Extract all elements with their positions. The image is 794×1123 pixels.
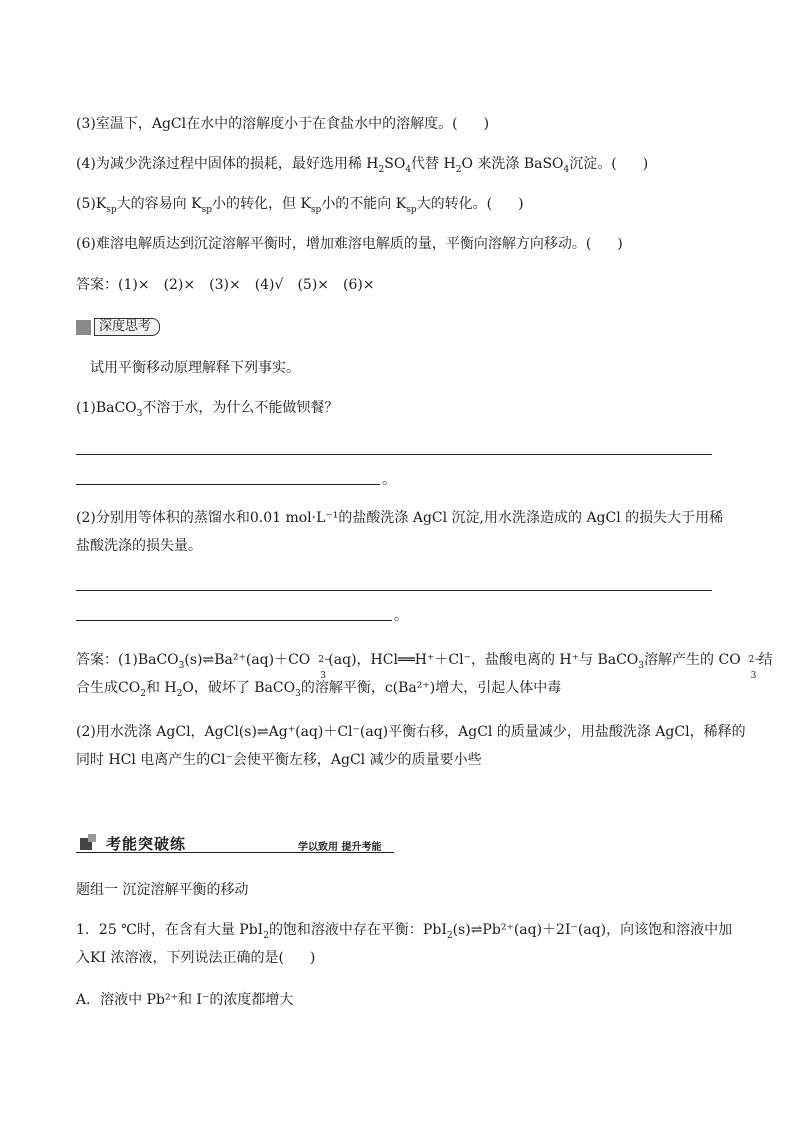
statement-3-text: (3)室温下，AgCl在水中的溶解度小于在食盐水中的溶解度。( <box>76 116 458 132</box>
superscript: 2− <box>748 655 762 665</box>
subscript: 3 <box>320 671 327 681</box>
subscript: 2 <box>446 930 453 941</box>
answer-item: (2)× <box>163 277 196 293</box>
subscript: 3 <box>178 660 185 671</box>
problem-text: 入KI 浓溶液，下列说法正确的是( <box>76 950 284 966</box>
statement-6 <box>76 234 623 254</box>
statement-4 <box>76 154 648 174</box>
problem-text: 1．25 ℃时，在含有大量 PbI <box>76 922 264 938</box>
answer-label: 答案： <box>76 277 118 293</box>
question-1-text: (1)BaCO <box>76 400 137 416</box>
statement-5-text: (5)K <box>76 196 107 212</box>
question-group-title: 题组一 沉淀溶解平衡的移动 <box>76 882 249 898</box>
statement-4-text: SO <box>384 156 406 172</box>
answer-line <box>76 275 375 295</box>
statement-4-text: 沉淀。( <box>569 156 617 172</box>
subscript: 2 <box>176 688 183 699</box>
statement-4-text: O 来洗涤 BaSO <box>461 156 564 172</box>
statement-5-text: 小的不能向 K <box>321 196 407 212</box>
answer-blank-line[interactable] <box>76 590 712 591</box>
subscript: sp <box>106 204 117 215</box>
statement-5-text: 大的容易向 K <box>116 196 202 212</box>
statement-5-text: 小的转化，但 K <box>212 196 311 212</box>
answer-item: (6)× <box>343 277 375 293</box>
problem-1-line-2 <box>76 948 315 968</box>
answer-text: 溶解产生的 CO <box>644 652 741 668</box>
problem-1-line-1 <box>76 920 732 940</box>
subscript: 3 <box>136 408 143 419</box>
answer-text: (aq)，HCl══H⁺＋Cl⁻，盐酸电离的 H⁺与 BaCO <box>328 652 639 668</box>
statement-4-close: ) <box>642 156 649 172</box>
period: 。 <box>382 472 396 488</box>
option-a[interactable]: A．溶液中 Pb²⁺和 I⁻的浓度都增大 <box>76 992 294 1008</box>
section-title: 考能突破练 <box>106 835 187 853</box>
answer-text: (s)⇌Ba²⁺(aq)＋CO <box>184 652 311 668</box>
section-icon-accent <box>88 834 96 842</box>
section-header <box>76 832 394 854</box>
statement-4-text: 代替 H <box>411 156 456 172</box>
answer-text: 答案：(1)BaCO <box>76 652 179 668</box>
answer-text: O，破坏了 BaCO <box>182 680 296 696</box>
answer-text: 结 <box>758 652 773 668</box>
answer-item: (4)√ <box>254 277 284 293</box>
statement-6-close: ) <box>617 236 623 252</box>
deep-thinking-intro: 试用平衡移动原理解释下列事实。 <box>90 360 300 376</box>
answer-blank-line[interactable] <box>76 484 380 485</box>
answer-text: 合生成CO <box>76 680 141 696</box>
subscript: sp <box>406 204 417 215</box>
problem-text: (s)⇌Pb²⁺(aq)＋2I⁻(aq)，向该饱和溶液中加 <box>452 922 733 938</box>
answer-1-line-1 <box>76 650 773 681</box>
subscript: sp <box>201 204 212 215</box>
subscript: 2 <box>263 930 269 941</box>
section-subtitle: 学以致用 提升考能 <box>298 842 382 853</box>
answer-text: 的溶解平衡，c(Ba²⁺)增大，引起人体中毒 <box>300 680 562 696</box>
statement-5-text: 大的转化。( <box>416 196 493 212</box>
badge-square-icon <box>76 320 91 335</box>
answer-text: 和 H <box>145 680 177 696</box>
answer-blank-line[interactable] <box>76 620 392 621</box>
statement-6-text: (6)难溶电解质达到沉淀溶解平衡时，增加难溶电解质的量，平衡向溶解方向移动。( <box>76 236 592 252</box>
problem-close-paren: ) <box>309 950 316 966</box>
answer-1-line-2 <box>76 678 561 698</box>
superscript: 2− <box>318 655 332 665</box>
badge-label: 深度思考 <box>94 318 160 336</box>
subscript: 3 <box>295 688 301 699</box>
statement-3-close: ) <box>483 116 490 132</box>
section-rule <box>76 852 394 853</box>
statement-4-text: (4)为减少洗涤过程中固体的损耗，最好选用稀 H <box>76 156 379 172</box>
statement-5 <box>76 194 524 214</box>
period: 。 <box>394 608 408 624</box>
deep-thinking-badge <box>76 318 160 336</box>
subscript: 2 <box>140 688 146 699</box>
answer-item: (1)× <box>118 277 150 293</box>
answer-item: (3)× <box>209 277 241 293</box>
statement-3 <box>76 114 489 134</box>
question-2-line-1: (2)分别用等体积的蒸馏水和0.01 mol·L⁻¹的盐酸洗涤 AgCl 沉淀,用水洗涤造成的 AgCl 的损失大于用稀 <box>76 510 724 526</box>
subscript: 3 <box>638 660 645 671</box>
question-1-text: 不溶于水，为什么不能做钡餐？ <box>142 400 339 416</box>
problem-text: 的饱和溶液中存在平衡：PbI <box>268 922 447 938</box>
statement-5-close: ) <box>518 196 524 212</box>
question-2-line-2: 盐酸洗涤的损失量。 <box>76 538 202 554</box>
answer-blank-line[interactable] <box>76 454 712 455</box>
subscript: 4 <box>405 164 412 175</box>
answer-2-line-1: (2)用水洗涤 AgCl，AgCl(s)⇌Ag⁺(aq)＋Cl⁻(aq)平衡右移，AgCl 的质量减少，用盐酸洗涤 AgCl，稀释的 <box>76 724 746 740</box>
answer-2-line-2: 同时 HCl 电离产生的Cl⁻会使平衡左移，AgCl 减少的质量要小些 <box>76 752 482 768</box>
answer-item: (5)× <box>297 277 330 293</box>
question-1 <box>76 398 338 418</box>
subscript: 3 <box>750 671 757 681</box>
subscript: 2 <box>378 164 385 175</box>
subscript: sp <box>310 204 322 215</box>
subscript: 4 <box>563 164 570 175</box>
subscript: 2 <box>455 164 462 175</box>
